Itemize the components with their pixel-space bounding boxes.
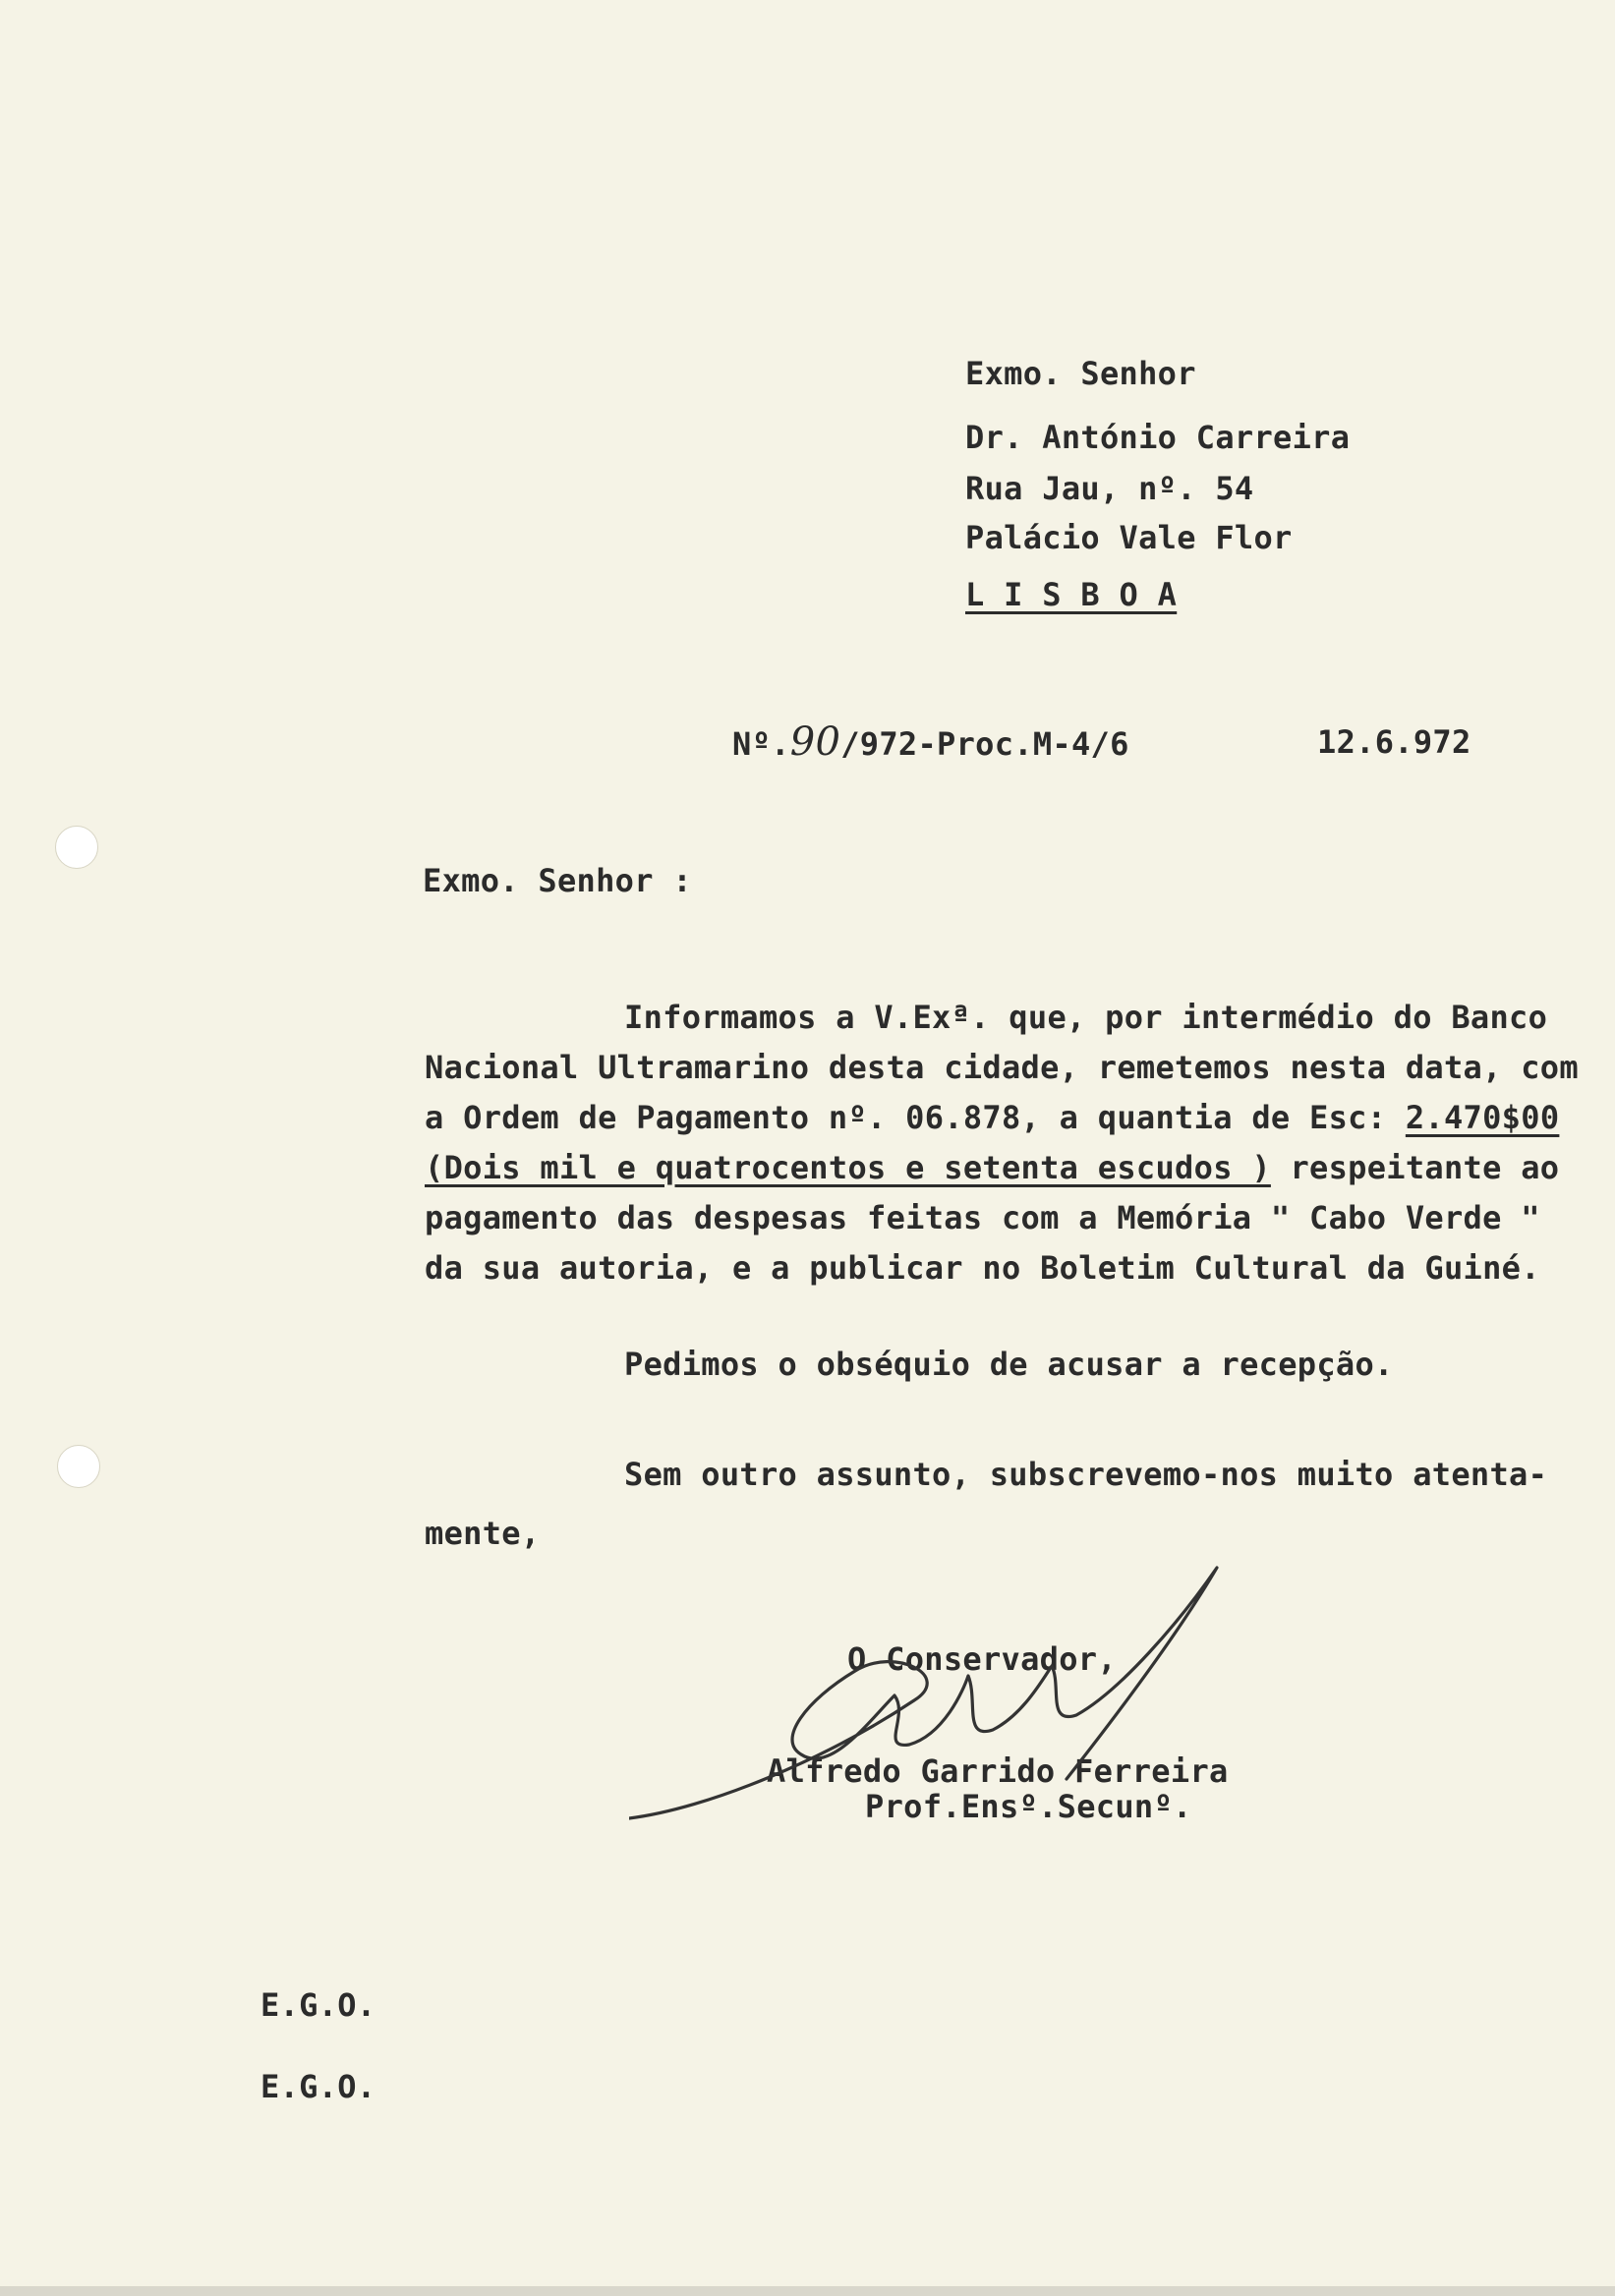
body-line	[425, 1148, 1559, 1187]
body-line: Informamos a V.Exª. que, por intermédio do Banco	[624, 999, 1548, 1036]
body-line: da sua autoria, e a publicar no Boletim Cultural da Guiné.	[425, 1249, 1540, 1287]
handwritten-signature	[629, 1553, 1239, 1838]
punch-hole	[55, 826, 98, 869]
copy-initials: E.G.O.	[260, 1986, 376, 2024]
signature-title: O Conservador,	[847, 1640, 1117, 1678]
payment-amount: 2.470$00	[1405, 1099, 1560, 1136]
addressee-city: L I S B O A	[965, 576, 1178, 613]
addressee-street: Rua Jau, nº. 54	[965, 470, 1254, 507]
body-line: mente,	[425, 1515, 541, 1552]
signatory-name: Alfredo Garrido Ferreira	[767, 1752, 1229, 1790]
body-line	[425, 1098, 1559, 1137]
reference-prefix: Nº.	[732, 725, 790, 763]
addressee-salutation: Exmo. Senhor	[965, 355, 1196, 392]
addressee-name: Dr. António Carreira	[965, 419, 1351, 456]
body-line: Pedimos o obséquio de acusar a recepção.	[624, 1346, 1394, 1383]
reference-suffix: /972-Proc.M-4/6	[840, 725, 1129, 763]
greeting: Exmo. Senhor :	[423, 862, 692, 899]
page-edge-shadow	[0, 2286, 1615, 2296]
body-line: Nacional Ultramarino desta cidade, remetemos nesta data, com	[425, 1049, 1579, 1086]
copy-initials: E.G.O.	[260, 2068, 376, 2105]
punch-hole	[57, 1445, 100, 1488]
reference-handwritten-number: 90	[789, 719, 841, 765]
letter-date: 12.6.972	[1317, 723, 1471, 761]
signatory-role: Prof.Ensº.Secunº.	[865, 1788, 1192, 1825]
addressee-building: Palácio Vale Flor	[965, 519, 1293, 556]
body-text: a Ordem de Pagamento nº. 06.878, a quantia de Esc:	[425, 1099, 1406, 1136]
body-line: pagamento das despesas feitas com a Memória " Cabo Verde "	[425, 1199, 1540, 1236]
reference-number	[732, 719, 1129, 765]
body-text: respeitante ao	[1270, 1149, 1560, 1186]
amount-in-words: (Dois mil e quatrocentos e setenta escudos )	[425, 1149, 1271, 1186]
body-line: Sem outro assunto, subscrevemo-nos muito atenta-	[624, 1456, 1548, 1493]
